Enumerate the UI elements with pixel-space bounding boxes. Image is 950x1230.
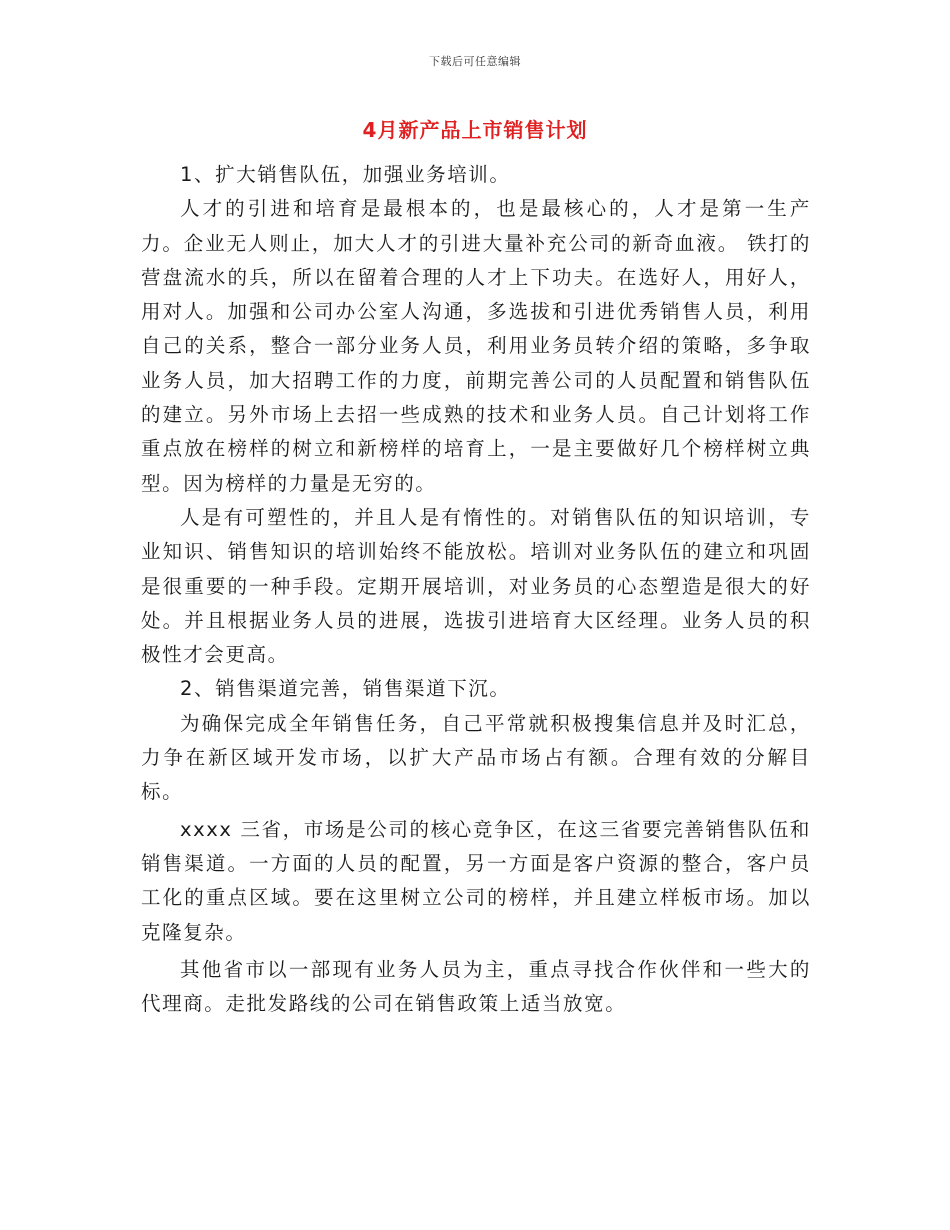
document-body [141, 158, 811, 1021]
paragraph-core-region: xxxx 三省，市场是公司的核心竞争区，在这三省要完善销售队伍和销售渠道。一方面的人员的配置，另一方面是客户资源的整合，客户员工化的重点区域。要在这里树立公司的榜样，并且建立样板市场。加以克隆复杂。 [141, 817, 811, 944]
paragraph-sales-target: 为确保完成全年销售任务，自己平常就积极搜集信息并及时汇总，力争在新区域开发市场，以扩大产品市场占有额。合理有效的分解目标。 [141, 711, 811, 804]
document-title: 4月新产品上市销售计划 [362, 118, 588, 142]
paragraph-talent: 人才的引进和培育是最根本的，也是最核心的，人才是第一生产力。企业无人则止，加大人才的引进大量补充公司的新奇血液。 铁打的营盘流水的兵，所以在留着合理的人才上下功夫。在选好人，用好人，用对人。加强和公司办公室人沟通，多选拔和引进优秀销售人员，利用自己的关系，整合一部分业务人员，利用业务员转介绍的策略，多争取业务人员，加大招聘工作的力度，前期完善公司的人员配置和销售队伍的建立。另外市场上去招一些成熟的技术和业务人员。自己计划将工作重点放在榜样的树立和新榜样的培育上，一是主要做好几个榜样树立典型。因为榜样的力量是无穷的。 [141, 197, 811, 495]
paragraph-training: 人是有可塑性的，并且人是有惰性的。对销售队伍的知识培训，专业知识、销售知识的培训始终不能放松。培训对业务队伍的建立和巩固是很重要的一种手段。定期开展培训，对业务员的心态塑造是很大的好处。并且根据业务人员的进展，选拔引进培育大区经理。业务人员的积极性才会更高。 [141, 505, 811, 667]
section-heading-2: 2、销售渠道完善，销售渠道下沉。 [180, 677, 511, 701]
header-note: 下载后可任意编辑 [429, 55, 521, 68]
paragraph-other-provinces: 其他省市以一部现有业务人员为主，重点寻找合作伙伴和一些大的代理商。走批发路线的公司在销售政策上适当放宽。 [141, 957, 811, 1016]
section-heading-1: 1、扩大销售队伍，加强业务培训。 [180, 163, 511, 186]
